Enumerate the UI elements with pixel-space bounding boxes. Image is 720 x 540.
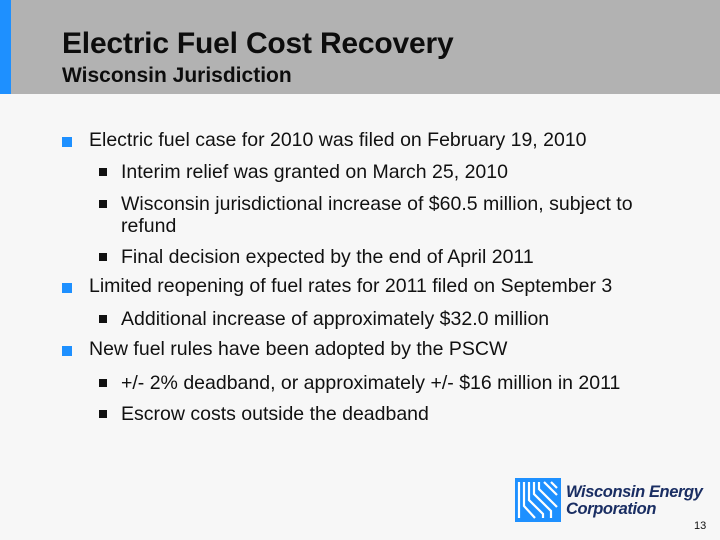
slide-subtitle: Wisconsin Jurisdiction (62, 64, 292, 87)
sub-bullet-marker-square-icon (99, 253, 107, 261)
sub-bullet-marker-square-icon (99, 379, 107, 387)
logo-line-2: Corporation (566, 500, 657, 518)
sub-bullet-item: Interim relief was granted on March 25, 2010 (121, 161, 508, 183)
sub-bullet-marker-square-icon (99, 200, 107, 208)
wisconsin-energy-logo-icon (515, 478, 561, 522)
sub-bullet-marker-square-icon (99, 168, 107, 176)
logo-line-1: Wisconsin Energy (566, 483, 703, 501)
slide-title: Electric Fuel Cost Recovery (62, 27, 454, 60)
bullet-item: New fuel rules have been adopted by the PSCW (89, 338, 508, 360)
sub-bullet-marker-square-icon (99, 315, 107, 323)
page-number: 13 (694, 520, 707, 532)
bullet-marker-square-icon (62, 137, 72, 147)
sub-bullet-item: Final decision expected by the end of April 2011 (121, 246, 534, 268)
sub-bullet-item: +/- 2% deadband, or approximately +/- $16 million in 2011 (121, 372, 621, 394)
bullet-item: Electric fuel case for 2010 was filed on February 19, 2010 (89, 129, 587, 151)
bullet-marker-square-icon (62, 283, 72, 293)
sub-bullet-marker-square-icon (99, 410, 107, 418)
bullet-marker-square-icon (62, 346, 72, 356)
sub-bullet-item: Wisconsin jurisdictional increase of $60.5 million, subject to refund (121, 193, 633, 237)
sub-bullet-item: Additional increase of approximately $32.0 million (121, 308, 550, 330)
company-logo-text (566, 484, 703, 518)
bullet-item: Limited reopening of fuel rates for 2011 filed on September 3 (89, 275, 613, 297)
sub-bullet-item: Escrow costs outside the deadband (121, 403, 429, 425)
